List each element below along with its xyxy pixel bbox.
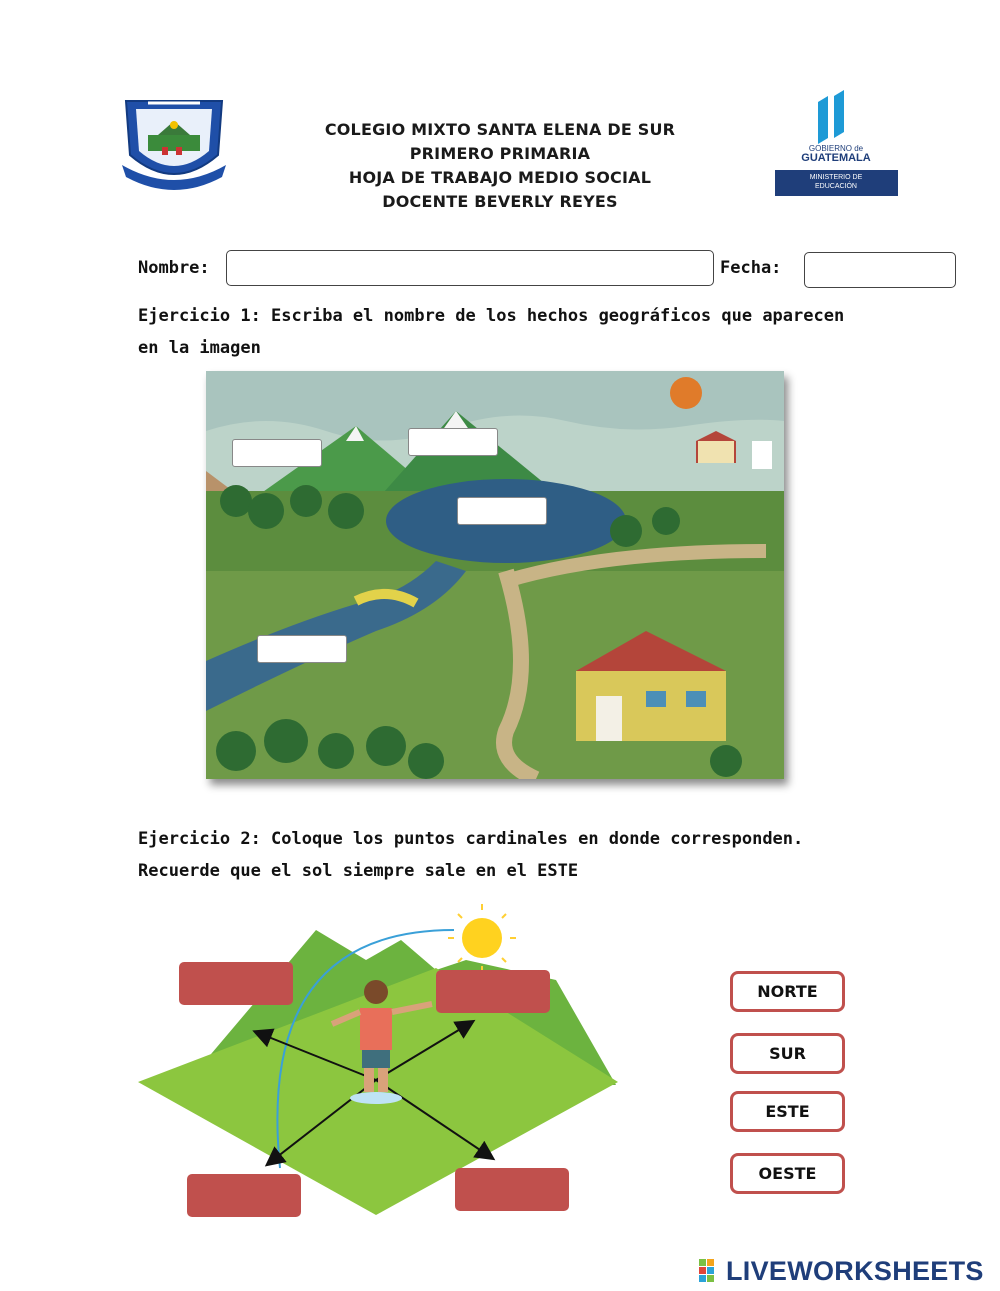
worksheet-title: HOJA DE TRABAJO MEDIO SOCIAL [348,168,652,187]
name-label: Nombre: [138,258,210,278]
option-norte-button[interactable]: NORTE [730,971,845,1012]
liveworksheets-brand: LIVEWORKSHEETS [726,1255,984,1286]
compass-scene [136,900,636,1230]
landscape-image [206,371,784,779]
gov-logo-name: GUATEMALA [801,152,871,164]
teacher-name: DOCENTE BEVERLY REYES [382,192,618,211]
landform-answer-3[interactable] [457,497,547,525]
header-title-block [290,118,710,214]
option-sur-button[interactable]: SUR [730,1033,845,1074]
direction-drop-zone-1[interactable] [179,962,293,1005]
ministry-line1: MINISTERIO DE [809,174,863,181]
direction-drop-zone-4[interactable] [455,1168,569,1211]
direction-drop-zone-2[interactable] [436,970,550,1013]
government-logo [772,88,900,198]
direction-drop-zone-3[interactable] [187,1174,301,1217]
name-input[interactable] [226,250,714,286]
exercise1-instruction: Ejercicio 1: Escriba el nombre de los hechos geográficos que aparecen en la imagen [138,306,845,358]
exercise2-instruction-line2: Recuerde que el sol siempre sale en el ESTE [138,861,579,881]
school-crest-icon [118,95,230,195]
landform-answer-4[interactable] [257,635,347,663]
option-oeste-button[interactable]: OESTE [730,1153,845,1194]
ministry-line2: EDUCACIÓN [814,183,857,190]
date-input[interactable] [804,252,956,288]
sun-icon [448,904,516,972]
gov-logo-top: GOBIERNO de [808,144,864,153]
exercise2-instruction-line1: Ejercicio 2: Coloque los puntos cardinales en donde corresponden. [138,829,804,849]
grade-level: PRIMERO PRIMARIA [409,144,591,163]
school-name: COLEGIO MIXTO SANTA ELENA DE SUR [324,120,676,139]
date-label: Fecha: [720,258,782,278]
exercise2-instruction [138,823,898,887]
liveworksheets-logo [698,1254,984,1288]
landform-answer-2[interactable] [408,428,498,456]
landform-answer-1[interactable] [232,439,322,467]
option-este-button[interactable]: ESTE [730,1091,845,1132]
liveworksheets-icon [698,1258,724,1284]
